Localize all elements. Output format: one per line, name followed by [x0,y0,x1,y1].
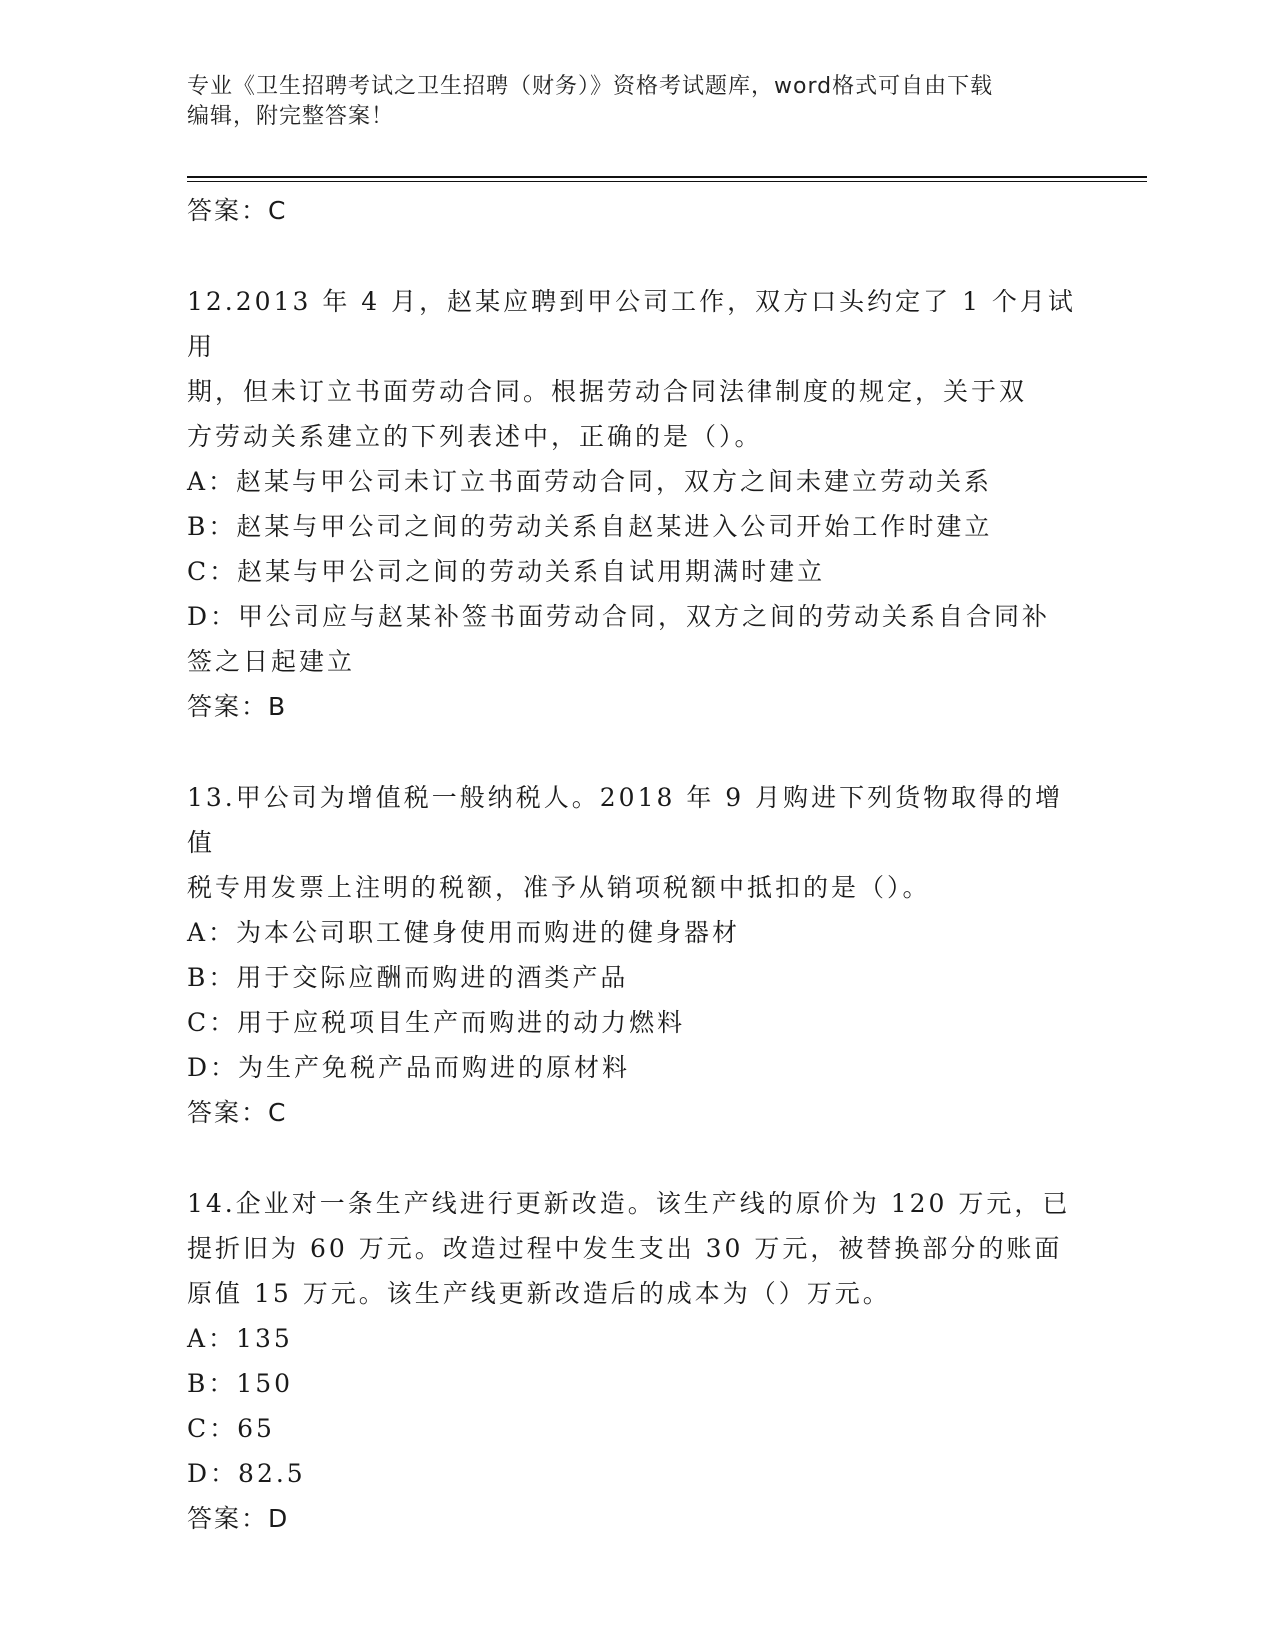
question-stem-line: 原值 15 万元。该生产线更新改造后的成本为（）万元。 [187,1279,891,1308]
option-b: B：150 [187,1369,294,1398]
answer-line: 答案：C [187,196,288,225]
option-c: C：赵某与甲公司之间的劳动关系自试用期满时建立 [187,557,826,586]
answer-line: 答案：C [187,1098,288,1127]
question-12 [187,279,1087,729]
option-d: D：甲公司应与赵某补签书面劳动合同，双方之间的劳动关系自合同补 [187,602,1051,631]
option-c: C：65 [187,1414,275,1443]
option-a: A：135 [187,1324,293,1353]
option-b: B：用于交际应酬而购进的酒类产品 [187,963,629,992]
question-stem-line: 13.甲公司为增值税一般纳税人。2018 年 9 月购进下列货物取得的增值 [187,783,1064,857]
header-divider-thick [187,176,1147,178]
document-header [187,72,1067,132]
option-b: B：赵某与甲公司之间的劳动关系自赵某进入公司开始工作时建立 [187,512,993,541]
answer-line: 答案：D [187,1504,290,1533]
question-stem-line: 税专用发票上注明的税额，准予从销项税额中抵扣的是（）。 [187,873,931,902]
option-d: D：为生产免税产品而购进的原材料 [187,1053,631,1082]
option-d-continued: 签之日起建立 [187,647,356,676]
question-13 [187,775,1087,1135]
header-line-2: 编辑，附完整答案！ [187,104,395,129]
question-stem-line: 12.2013 年 4 月，赵某应聘到甲公司工作，双方口头约定了 1 个月试用 [187,287,1076,361]
option-d: D：82.5 [187,1459,306,1488]
header-divider-thin [187,181,1147,182]
question-stem-line: 提折旧为 60 万元。改造过程中发生支出 30 万元，被替换部分的账面 [187,1234,1063,1263]
option-c: C：用于应税项目生产而购进的动力燃料 [187,1008,686,1037]
question-stem-line: 14.企业对一条生产线进行更新改造。该生产线的原价为 120 万元，已 [187,1189,1071,1218]
question-stem-line: 期，但未订立书面劳动合同。根据劳动合同法律制度的规定，关于双 [187,377,1028,406]
option-a: A：赵某与甲公司未订立书面劳动合同，双方之间未建立劳动关系 [187,467,993,496]
answer-line: 答案：B [187,692,288,721]
option-a: A：为本公司职工健身使用而购进的健身器材 [187,918,741,947]
header-line-1: 专业《卫生招聘考试之卫生招聘（财务）》资格考试题库，word格式可自由下载 [187,74,994,99]
document-body [187,188,1087,1541]
question-14 [187,1181,1087,1541]
question-stem-line: 方劳动关系建立的下列表述中，正确的是（）。 [187,422,763,451]
